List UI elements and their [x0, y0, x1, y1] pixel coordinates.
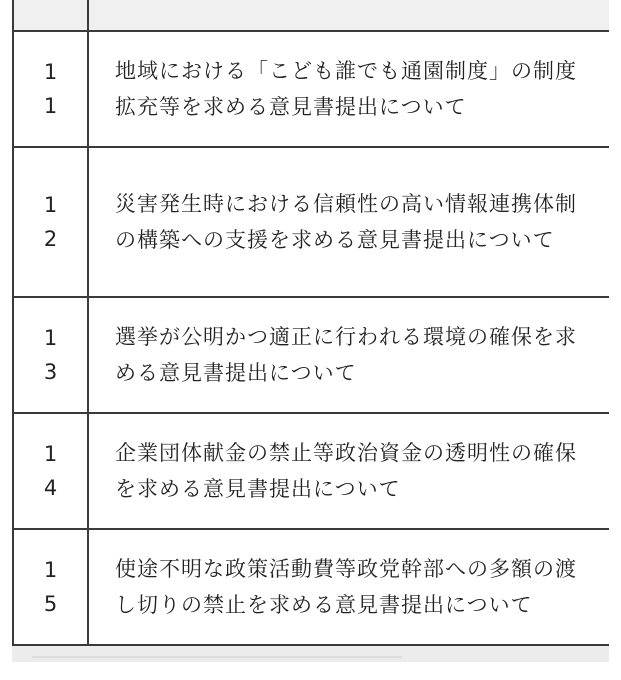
item-title: 災害発生時における信頼性の高い情報連携体制の構築への支援を求める意見書提出について	[115, 192, 577, 252]
footer-divider	[32, 656, 402, 658]
header-number-cell	[14, 0, 89, 30]
item-title: 企業団体献金の禁止等政治資金の透明性の確保を求める意見書提出について	[115, 441, 577, 501]
petition-table	[12, 0, 609, 646]
item-number-digit-2: 1	[43, 94, 58, 118]
item-number-digit-2: 5	[43, 592, 58, 616]
item-number-digit-1: 1	[43, 193, 58, 217]
item-number	[14, 148, 89, 296]
item-number	[14, 32, 89, 146]
header-title-cell	[89, 0, 609, 30]
item-number-digit-1: 1	[43, 558, 58, 582]
table-header-row	[14, 0, 609, 32]
item-title: 選挙が公明かつ適正に行われる環境の確保を求める意見書提出について	[115, 325, 577, 385]
item-number	[14, 414, 89, 528]
item-number-digit-1: 1	[43, 60, 58, 84]
table-row	[14, 32, 609, 148]
item-number-digit-2: 4	[43, 476, 58, 500]
item-title: 使途不明な政策活動費等政党幹部への多額の渡し切りの禁止を求める意見書提出について	[115, 557, 577, 617]
item-number-digit-2: 2	[43, 227, 58, 251]
item-number-digit-1: 1	[43, 442, 58, 466]
table-row	[14, 414, 609, 530]
item-number-digit-1: 1	[43, 326, 58, 350]
table-row	[14, 530, 609, 646]
item-title: 地域における「こども誰でも通園制度」の制度拡充等を求める意見書提出について	[115, 59, 577, 119]
table-row	[14, 148, 609, 298]
page-footer-bar	[12, 646, 609, 662]
item-number-digit-2: 3	[43, 360, 58, 384]
item-number	[14, 530, 89, 644]
item-number	[14, 298, 89, 412]
table-row	[14, 298, 609, 414]
